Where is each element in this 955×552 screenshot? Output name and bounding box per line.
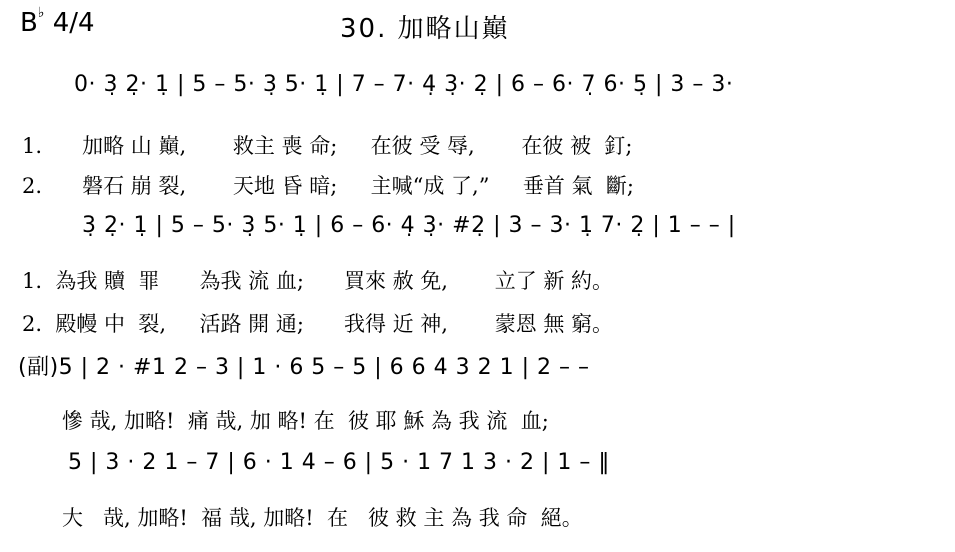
time-signature: 4/4	[52, 8, 95, 38]
lyric-refrain-line1: 慘 哉, 加略! 痛 哉, 加 略! 在 彼 耶 穌 為 我 流 血;	[62, 409, 549, 433]
notation-refrain-1: (副)5 | 2 · #1 2 – 3 | 1 · 6 5 – 5 | 6 6 4 3 2 1 | 2 – –	[18, 355, 590, 380]
hymn-number: 30.	[340, 14, 388, 44]
key-signature	[20, 5, 95, 38]
lyric-verse2-line2: 2. 殿幔 中 裂, 活路 開 通; 我得 近 神, 蒙恩 無 窮。	[22, 312, 614, 336]
notation-line-2: 3̣ 2̣· 1̣ | 5 – 5· 3̣ 5· 1̣ | 6 – 6· 4̣ 3̣· #2̣ | 3 – 3· 1̣ 7· 2̣ | 1 – – |	[82, 213, 736, 238]
notation-refrain-2: 5 | 3 · 2 1 – 7 | 6 · 1 4 – 6 | 5 · 1 7 1 3 · 2 | 1 – ‖	[68, 450, 610, 475]
notation-line-1: 0· 3̣ 2̣· 1̣ | 5 – 5· 3̣ 5· 1̣ | 7 – 7· 4̣ 3̣· 2̣ | 6 – 6· 7̣ 6· 5̣ | 3 – 3·	[74, 72, 734, 97]
hymn-name: 加略山巔	[397, 14, 510, 44]
lyric-verse1-line1: 1. 加略 山 巔, 救主 喪 命; 在彼 受 辱, 在彼 被 釘;	[22, 134, 633, 158]
lyric-verse1-line2: 1. 為我 贖 罪 為我 流 血; 買來 赦 免, 立了 新 約。	[22, 269, 614, 293]
lyric-refrain-line2: 大 哉, 加略! 福 哉, 加略! 在 彼 救 主 為 我 命 絕。	[62, 506, 583, 530]
flat-sign: ♭	[37, 5, 45, 22]
key-letter: B	[20, 8, 38, 38]
lyric-verse2-line1: 2. 磐石 崩 裂, 天地 昏 暗; 主喊“成 了,” 垂首 氣 斷;	[22, 174, 634, 198]
hymn-title	[340, 8, 510, 45]
